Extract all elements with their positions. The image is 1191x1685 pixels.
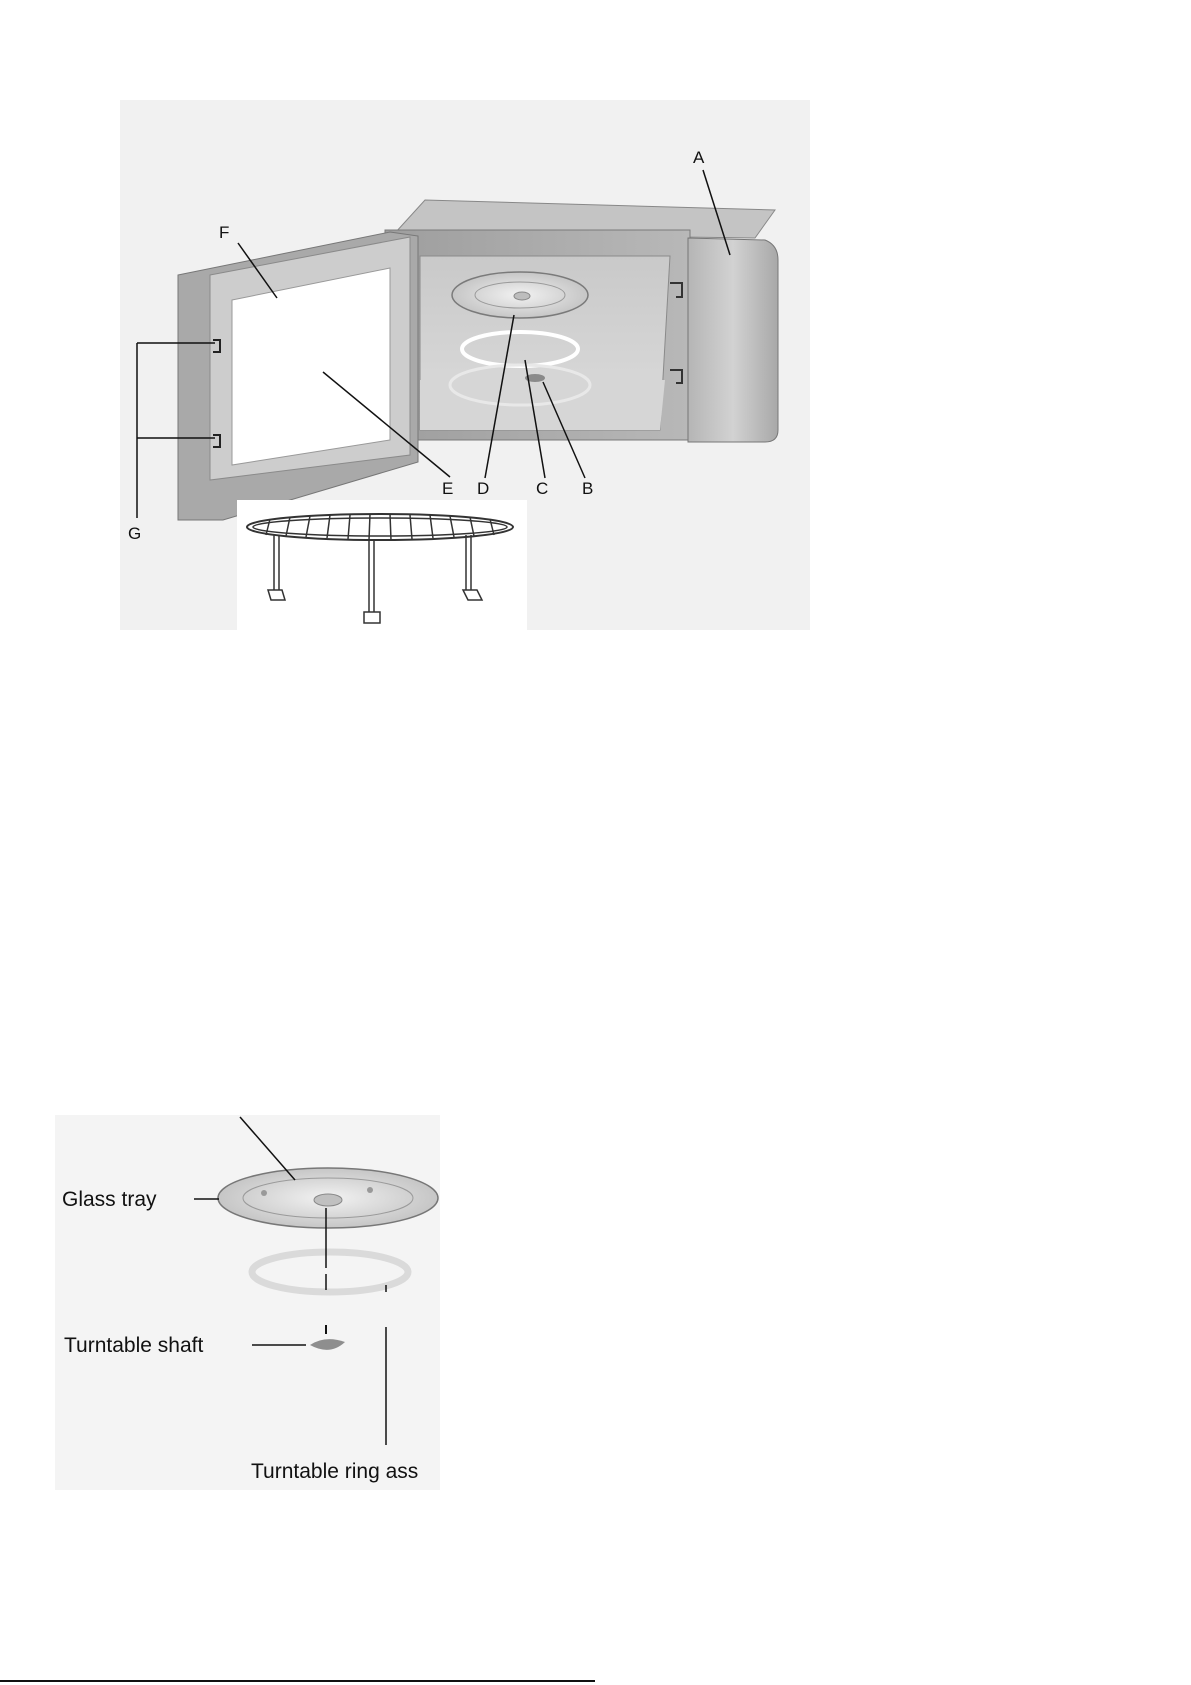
label-b: B — [582, 479, 594, 498]
label-d: D — [477, 479, 490, 498]
glass-tray-label: Glass tray — [62, 1188, 157, 1211]
turntable-ring-label: Turntable ring ass — [251, 1460, 419, 1483]
metal-rack — [237, 500, 527, 630]
control-panel — [688, 238, 778, 442]
turntable-shaft-label: Turntable shaft — [64, 1334, 204, 1357]
label-g: G — [128, 524, 142, 543]
turntable-illustration — [55, 1115, 440, 1490]
label-c: C — [536, 479, 549, 498]
label-a: A — [693, 148, 705, 167]
door-window — [232, 268, 390, 465]
label-f: F — [219, 223, 230, 242]
label-e: E — [442, 479, 454, 498]
microwave-illustration — [120, 100, 810, 630]
